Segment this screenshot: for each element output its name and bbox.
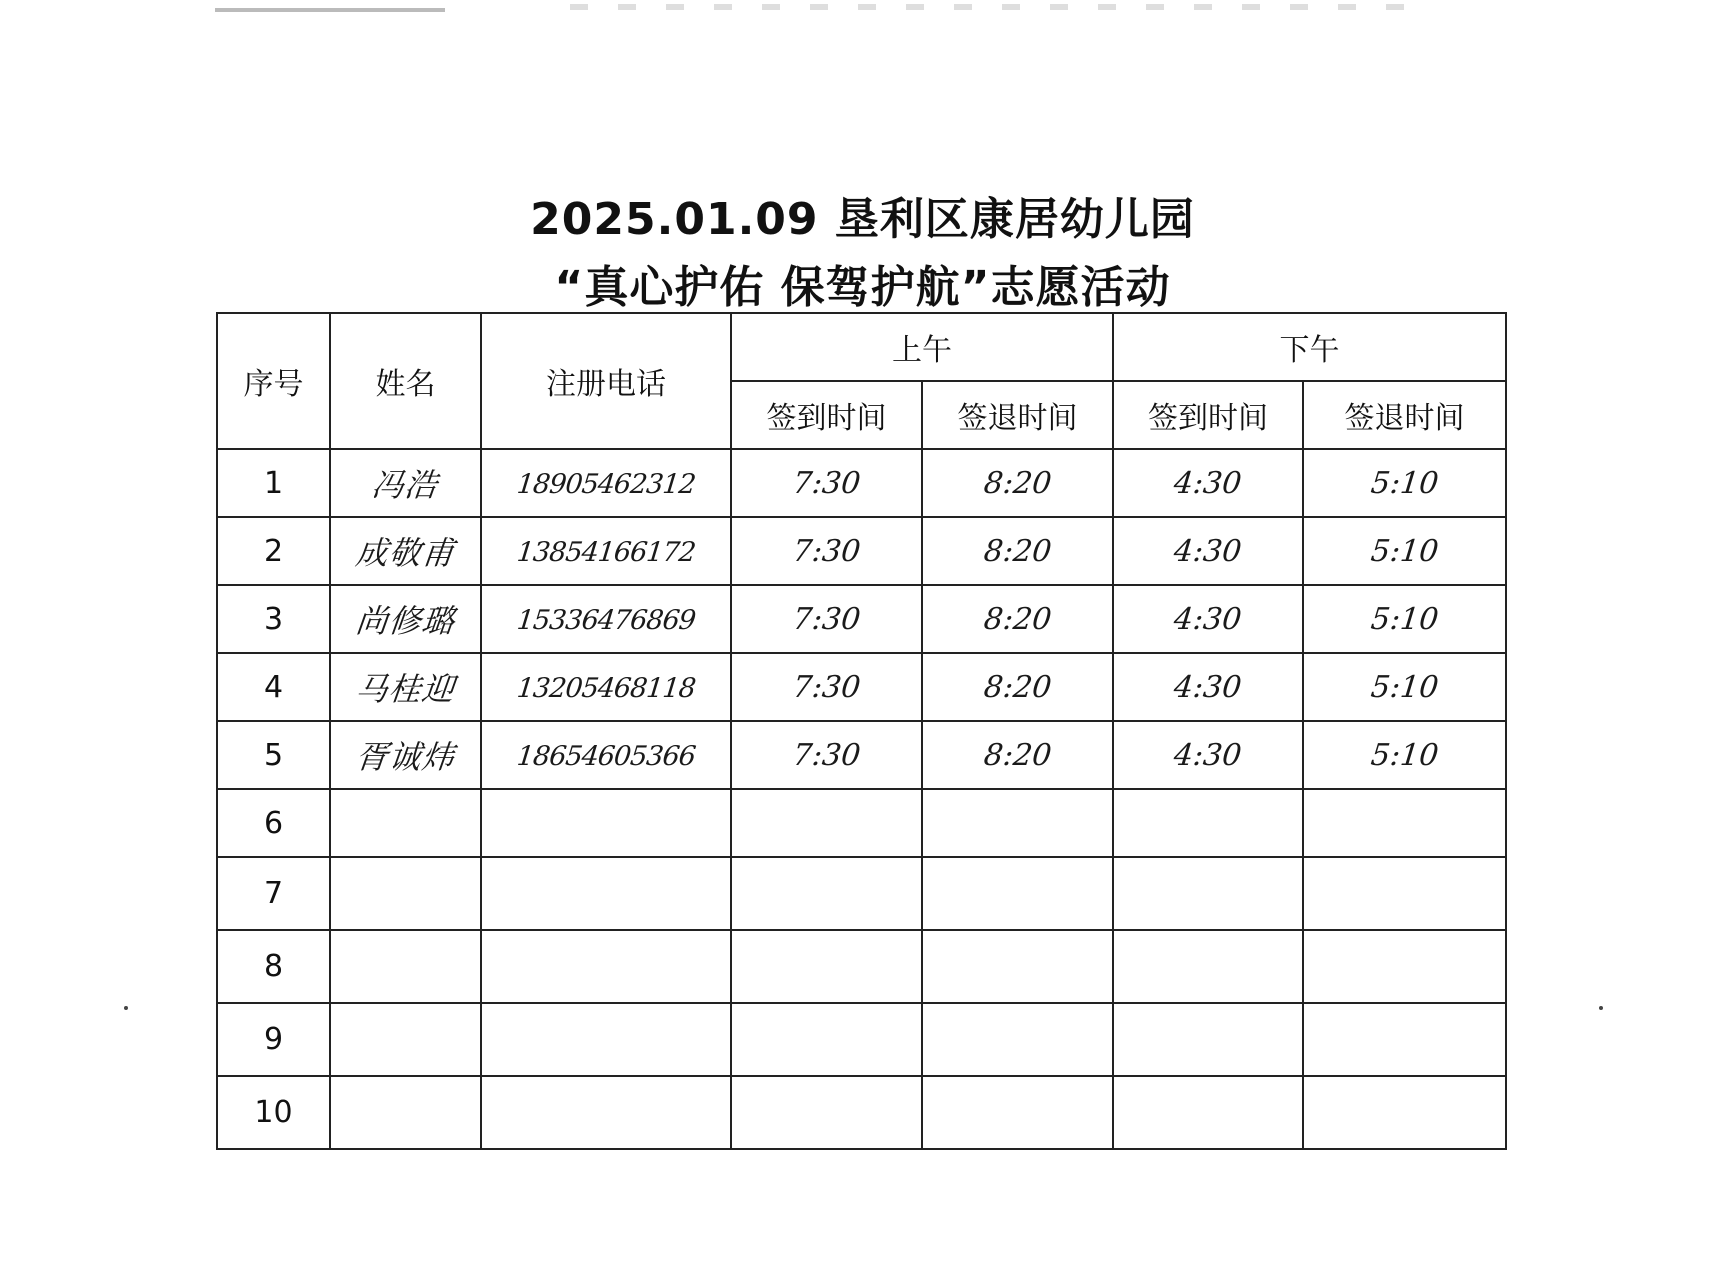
pm-checkout-cell bbox=[1303, 930, 1506, 1003]
am-checkin-time: 7:30 bbox=[790, 465, 863, 501]
header-am-checkout: 签退时间 bbox=[922, 381, 1113, 449]
table-row bbox=[217, 857, 1506, 930]
row-index: 1 bbox=[217, 449, 330, 517]
scan-edge-remnant bbox=[570, 4, 1430, 10]
volunteer-phone: 13205468118 bbox=[515, 672, 697, 704]
pm-checkout-cell bbox=[1303, 449, 1506, 517]
pm-checkin-cell bbox=[1113, 789, 1303, 857]
am-checkout-time: 8:20 bbox=[981, 533, 1054, 569]
am-checkout-time: 8:20 bbox=[981, 669, 1054, 705]
volunteer-phone: 18654605366 bbox=[515, 740, 697, 772]
phone-cell bbox=[481, 721, 731, 789]
header-morning: 上午 bbox=[731, 313, 1113, 381]
header-name: 姓名 bbox=[330, 313, 481, 449]
scan-edge-mark bbox=[215, 8, 445, 12]
volunteer-name: 冯浩 bbox=[370, 466, 441, 504]
am-checkin-time: 7:30 bbox=[790, 737, 863, 773]
name-cell bbox=[330, 449, 481, 517]
phone-cell bbox=[481, 789, 731, 857]
row-index: 10 bbox=[217, 1076, 330, 1149]
pm-checkin-cell bbox=[1113, 930, 1303, 1003]
pm-checkin-cell bbox=[1113, 653, 1303, 721]
am-checkin-cell bbox=[731, 930, 922, 1003]
pm-checkin-time: 4:30 bbox=[1172, 533, 1244, 569]
name-cell bbox=[330, 789, 481, 857]
am-checkin-time: 7:30 bbox=[790, 669, 863, 705]
scan-dot bbox=[1599, 1006, 1603, 1010]
pm-checkin-cell bbox=[1113, 721, 1303, 789]
pm-checkin-cell bbox=[1113, 1076, 1303, 1149]
am-checkout-cell bbox=[922, 857, 1113, 930]
signin-table bbox=[216, 312, 1507, 1150]
phone-cell bbox=[481, 1076, 731, 1149]
pm-checkout-cell bbox=[1303, 857, 1506, 930]
am-checkout-cell bbox=[922, 653, 1113, 721]
am-checkin-cell bbox=[731, 1003, 922, 1076]
volunteer-name: 尚修璐 bbox=[353, 602, 457, 640]
am-checkin-cell bbox=[731, 789, 922, 857]
am-checkout-cell bbox=[922, 585, 1113, 653]
am-checkout-cell bbox=[922, 721, 1113, 789]
volunteer-phone: 15336476869 bbox=[515, 604, 697, 636]
row-index: 7 bbox=[217, 857, 330, 930]
name-cell bbox=[330, 517, 481, 585]
name-cell bbox=[330, 1003, 481, 1076]
am-checkin-cell bbox=[731, 585, 922, 653]
table-row bbox=[217, 449, 1506, 517]
pm-checkout-time: 5:10 bbox=[1368, 533, 1441, 569]
phone-cell bbox=[481, 857, 731, 930]
pm-checkin-time: 4:30 bbox=[1172, 601, 1244, 637]
document-subtitle: “真心护佑 保驾护航”志愿活动 bbox=[554, 262, 1171, 313]
name-cell bbox=[330, 857, 481, 930]
am-checkout-cell bbox=[922, 930, 1113, 1003]
pm-checkout-time: 5:10 bbox=[1368, 601, 1441, 637]
pm-checkout-time: 5:10 bbox=[1368, 465, 1441, 501]
am-checkin-cell bbox=[731, 857, 922, 930]
pm-checkin-time: 4:30 bbox=[1172, 737, 1244, 773]
volunteer-name: 胥诚炜 bbox=[353, 738, 457, 776]
phone-cell bbox=[481, 449, 731, 517]
table-row bbox=[217, 517, 1506, 585]
am-checkin-cell bbox=[731, 721, 922, 789]
name-cell bbox=[330, 653, 481, 721]
pm-checkin-cell bbox=[1113, 1003, 1303, 1076]
am-checkin-cell bbox=[731, 517, 922, 585]
pm-checkout-cell bbox=[1303, 653, 1506, 721]
volunteer-name: 马桂迎 bbox=[353, 670, 457, 708]
pm-checkin-cell bbox=[1113, 585, 1303, 653]
phone-cell bbox=[481, 653, 731, 721]
header-am-checkin: 签到时间 bbox=[731, 381, 922, 449]
row-index: 5 bbox=[217, 721, 330, 789]
pm-checkout-time: 5:10 bbox=[1368, 737, 1441, 773]
pm-checkout-cell bbox=[1303, 721, 1506, 789]
header-pm-checkin: 签到时间 bbox=[1113, 381, 1303, 449]
am-checkout-cell bbox=[922, 1003, 1113, 1076]
am-checkin-time: 7:30 bbox=[790, 533, 863, 569]
volunteer-phone: 13854166172 bbox=[515, 536, 697, 568]
table-row bbox=[217, 789, 1506, 857]
phone-cell bbox=[481, 930, 731, 1003]
phone-cell bbox=[481, 1003, 731, 1076]
pm-checkout-cell bbox=[1303, 585, 1506, 653]
am-checkin-cell bbox=[731, 449, 922, 517]
row-index: 2 bbox=[217, 517, 330, 585]
pm-checkin-cell bbox=[1113, 449, 1303, 517]
am-checkout-cell bbox=[922, 1076, 1113, 1149]
name-cell bbox=[330, 930, 481, 1003]
pm-checkout-cell bbox=[1303, 1076, 1506, 1149]
pm-checkin-time: 4:30 bbox=[1172, 669, 1244, 705]
am-checkout-cell bbox=[922, 449, 1113, 517]
pm-checkout-time: 5:10 bbox=[1368, 669, 1441, 705]
am-checkout-time: 8:20 bbox=[981, 737, 1054, 773]
scan-dot bbox=[124, 1006, 128, 1010]
pm-checkin-time: 4:30 bbox=[1172, 465, 1244, 501]
row-index: 8 bbox=[217, 930, 330, 1003]
volunteer-phone: 18905462312 bbox=[515, 468, 697, 500]
row-index: 9 bbox=[217, 1003, 330, 1076]
row-index: 3 bbox=[217, 585, 330, 653]
volunteer-name: 成敬甫 bbox=[353, 534, 457, 572]
am-checkin-cell bbox=[731, 1076, 922, 1149]
name-cell bbox=[330, 721, 481, 789]
am-checkout-time: 8:20 bbox=[981, 601, 1054, 637]
am-checkin-time: 7:30 bbox=[790, 601, 863, 637]
name-cell bbox=[330, 585, 481, 653]
pm-checkout-cell bbox=[1303, 789, 1506, 857]
am-checkin-cell bbox=[731, 653, 922, 721]
phone-cell bbox=[481, 517, 731, 585]
header-phone: 注册电话 bbox=[481, 313, 731, 449]
pm-checkin-cell bbox=[1113, 857, 1303, 930]
name-cell bbox=[330, 1076, 481, 1149]
table-row bbox=[217, 1003, 1506, 1076]
pm-checkin-cell bbox=[1113, 517, 1303, 585]
header-pm-checkout: 签退时间 bbox=[1303, 381, 1506, 449]
header-row bbox=[217, 313, 1506, 381]
am-checkout-time: 8:20 bbox=[981, 465, 1054, 501]
pm-checkout-cell bbox=[1303, 1003, 1506, 1076]
table-row bbox=[217, 1076, 1506, 1149]
document-title: 2025.01.09 垦利区康居幼儿园 bbox=[530, 194, 1195, 245]
phone-cell bbox=[481, 585, 731, 653]
table-row bbox=[217, 653, 1506, 721]
row-index: 6 bbox=[217, 789, 330, 857]
table-row bbox=[217, 930, 1506, 1003]
row-index: 4 bbox=[217, 653, 330, 721]
table-row bbox=[217, 585, 1506, 653]
header-index: 序号 bbox=[217, 313, 330, 449]
table-row bbox=[217, 721, 1506, 789]
header-afternoon: 下午 bbox=[1113, 313, 1506, 381]
am-checkout-cell bbox=[922, 517, 1113, 585]
pm-checkout-cell bbox=[1303, 517, 1506, 585]
am-checkout-cell bbox=[922, 789, 1113, 857]
